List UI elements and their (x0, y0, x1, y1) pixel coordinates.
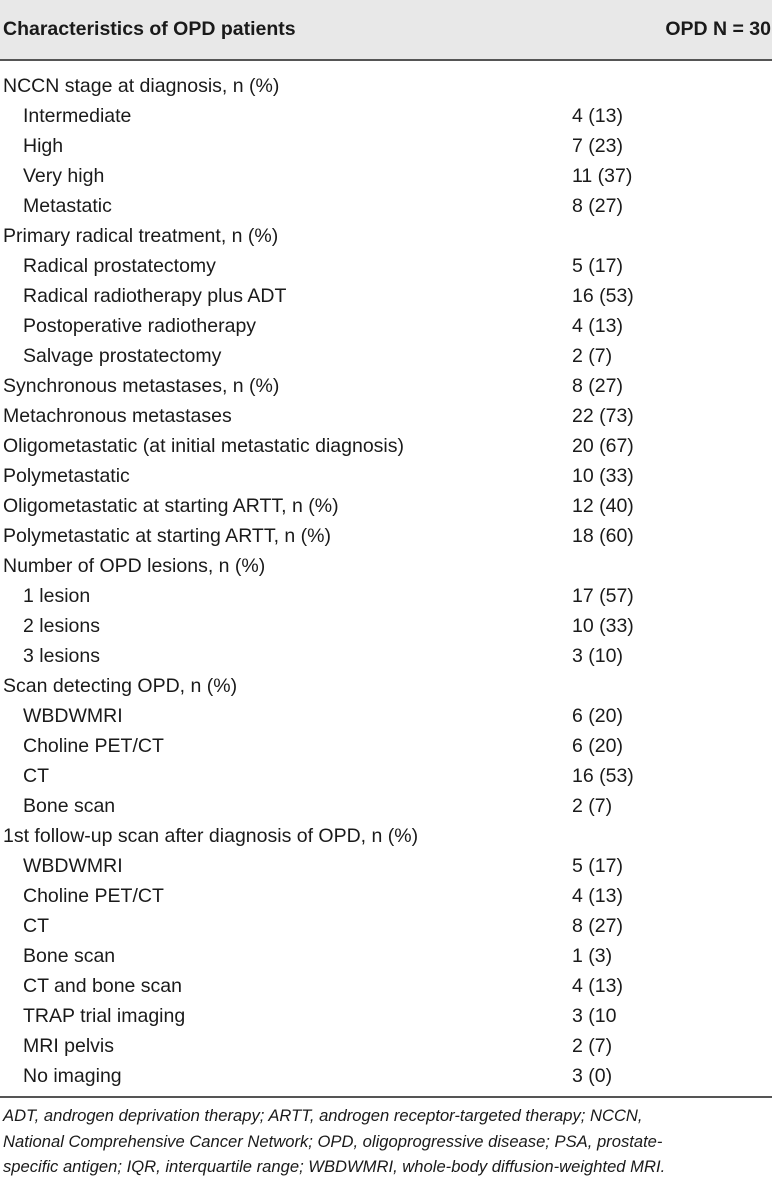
table-row-subitem (0, 611, 772, 641)
row-label: 2 lesions (23, 614, 100, 637)
table-row-subitem (0, 641, 772, 671)
row-value: 6 (20) (572, 734, 623, 757)
table-row-subitem (0, 731, 772, 761)
row-label: Choline PET/CT (23, 734, 164, 757)
row-value: 2 (7) (572, 344, 613, 367)
row-label: Intermediate (23, 104, 132, 127)
row-value: 1 (3) (572, 944, 613, 967)
table-row-subitem (0, 971, 772, 1001)
row-label: CT (23, 914, 49, 937)
row-value: 17 (57) (572, 584, 634, 607)
row-value: 4 (13) (572, 314, 623, 337)
table-row-category (0, 221, 772, 251)
row-value: 10 (33) (572, 464, 634, 487)
table-row-subitem (0, 341, 772, 371)
row-label: WBDWMRI (23, 704, 123, 727)
table-bottom-rule (0, 1096, 772, 1098)
row-value: 6 (20) (572, 704, 623, 727)
row-label: 1st follow-up scan after diagnosis of OPD, n (%) (3, 824, 419, 847)
row-value: 10 (33) (572, 614, 634, 637)
table-body (0, 61, 772, 1091)
row-label: NCCN stage at diagnosis, n (%) (3, 74, 280, 97)
table-row-category (0, 401, 772, 431)
row-label: Number of OPD lesions, n (%) (3, 554, 266, 577)
table-row-subitem (0, 191, 772, 221)
row-label: Metastatic (23, 194, 112, 217)
row-label: Synchronous metastases, n (%) (3, 374, 280, 397)
table-row-subitem (0, 911, 772, 941)
row-value: 20 (67) (572, 434, 634, 457)
row-label: High (23, 134, 64, 157)
table-row-subitem (0, 701, 772, 731)
row-label: CT (23, 764, 49, 787)
table-row-category (0, 821, 772, 851)
table-row-subitem (0, 851, 772, 881)
footnote-line: National Comprehensive Cancer Network; OPD, oligoprogressive disease; PSA, prostate- (3, 1131, 663, 1151)
row-value: 5 (17) (572, 854, 623, 877)
row-label: WBDWMRI (23, 854, 123, 877)
row-value: 8 (27) (572, 914, 623, 937)
row-value: 16 (53) (572, 284, 634, 307)
row-label: Very high (23, 164, 105, 187)
table-row-subitem (0, 881, 772, 911)
table-row-subitem (0, 1031, 772, 1061)
table-footnote (3, 1103, 769, 1180)
row-label: No imaging (23, 1064, 122, 1087)
header-opd-n: OPD N = 30 (665, 18, 771, 40)
table-row-category (0, 431, 772, 461)
table-row-category (0, 461, 772, 491)
row-label: MRI pelvis (23, 1034, 115, 1057)
row-value: 16 (53) (572, 764, 634, 787)
footnote-line: ADT, androgen deprivation therapy; ARTT, androgen receptor-targeted therapy; NCCN, (3, 1106, 643, 1125)
footnote-line: specific antigen; IQR, interquartile range; WBDWMRI, whole-body diffusion-weighted MRI. (3, 1157, 666, 1176)
row-label: TRAP trial imaging (23, 1004, 186, 1027)
row-label: Metachronous metastases (3, 404, 232, 427)
row-label: Primary radical treatment, n (%) (3, 224, 279, 247)
table-row-subitem (0, 311, 772, 341)
row-value: 8 (27) (572, 194, 623, 217)
row-value: 12 (40) (572, 494, 634, 517)
table-row-category (0, 371, 772, 401)
row-value: 2 (7) (572, 794, 613, 817)
table-row-subitem (0, 251, 772, 281)
row-label: Oligometastatic (at initial metastatic diagnosis) (3, 434, 404, 457)
table-row-category (0, 551, 772, 581)
row-label: Postoperative radiotherapy (23, 314, 257, 337)
table-row-subitem (0, 101, 772, 131)
row-label: Radical prostatectomy (23, 254, 216, 277)
table-row-subitem (0, 161, 772, 191)
row-label: Choline PET/CT (23, 884, 164, 907)
row-label: Bone scan (23, 944, 116, 967)
row-label: 1 lesion (23, 584, 91, 607)
row-label: Salvage prostatectomy (23, 344, 222, 367)
row-label: Scan detecting OPD, n (%) (3, 674, 238, 697)
row-value: 3 (10) (572, 644, 623, 667)
row-label: Bone scan (23, 794, 116, 817)
table-row-category (0, 491, 772, 521)
table-row-subitem (0, 1061, 772, 1091)
table-row-subitem (0, 131, 772, 161)
table-row-category (0, 671, 772, 701)
row-value: 4 (13) (572, 974, 623, 997)
row-value: 3 (0) (572, 1064, 613, 1087)
row-label: Polymetastatic at starting ARTT, n (%) (3, 524, 332, 547)
table-row-subitem (0, 791, 772, 821)
row-value: 8 (27) (572, 374, 623, 397)
row-value: 11 (37) (572, 164, 633, 187)
header-characteristics: Characteristics of OPD patients (3, 18, 296, 40)
row-value: 7 (23) (572, 134, 623, 157)
row-label: Polymetastatic (3, 464, 130, 487)
table-row-subitem (0, 581, 772, 611)
row-value: 22 (73) (572, 404, 634, 427)
table-row-category (0, 521, 772, 551)
row-label: Radical radiotherapy plus ADT (23, 284, 287, 307)
row-value: 3 (10 (572, 1004, 617, 1027)
row-label: Oligometastatic at starting ARTT, n (%) (3, 494, 339, 517)
row-value: 2 (7) (572, 1034, 613, 1057)
row-value: 18 (60) (572, 524, 634, 547)
table-row-subitem (0, 1001, 772, 1031)
row-value: 4 (13) (572, 104, 623, 127)
row-label: CT and bone scan (23, 974, 182, 997)
table-row-subitem (0, 281, 772, 311)
row-value: 5 (17) (572, 254, 623, 277)
row-label: 3 lesions (23, 644, 100, 667)
table-header (0, 0, 772, 61)
row-value: 4 (13) (572, 884, 623, 907)
table-row-subitem (0, 761, 772, 791)
table-row-category (0, 71, 772, 101)
table-row-subitem (0, 941, 772, 971)
